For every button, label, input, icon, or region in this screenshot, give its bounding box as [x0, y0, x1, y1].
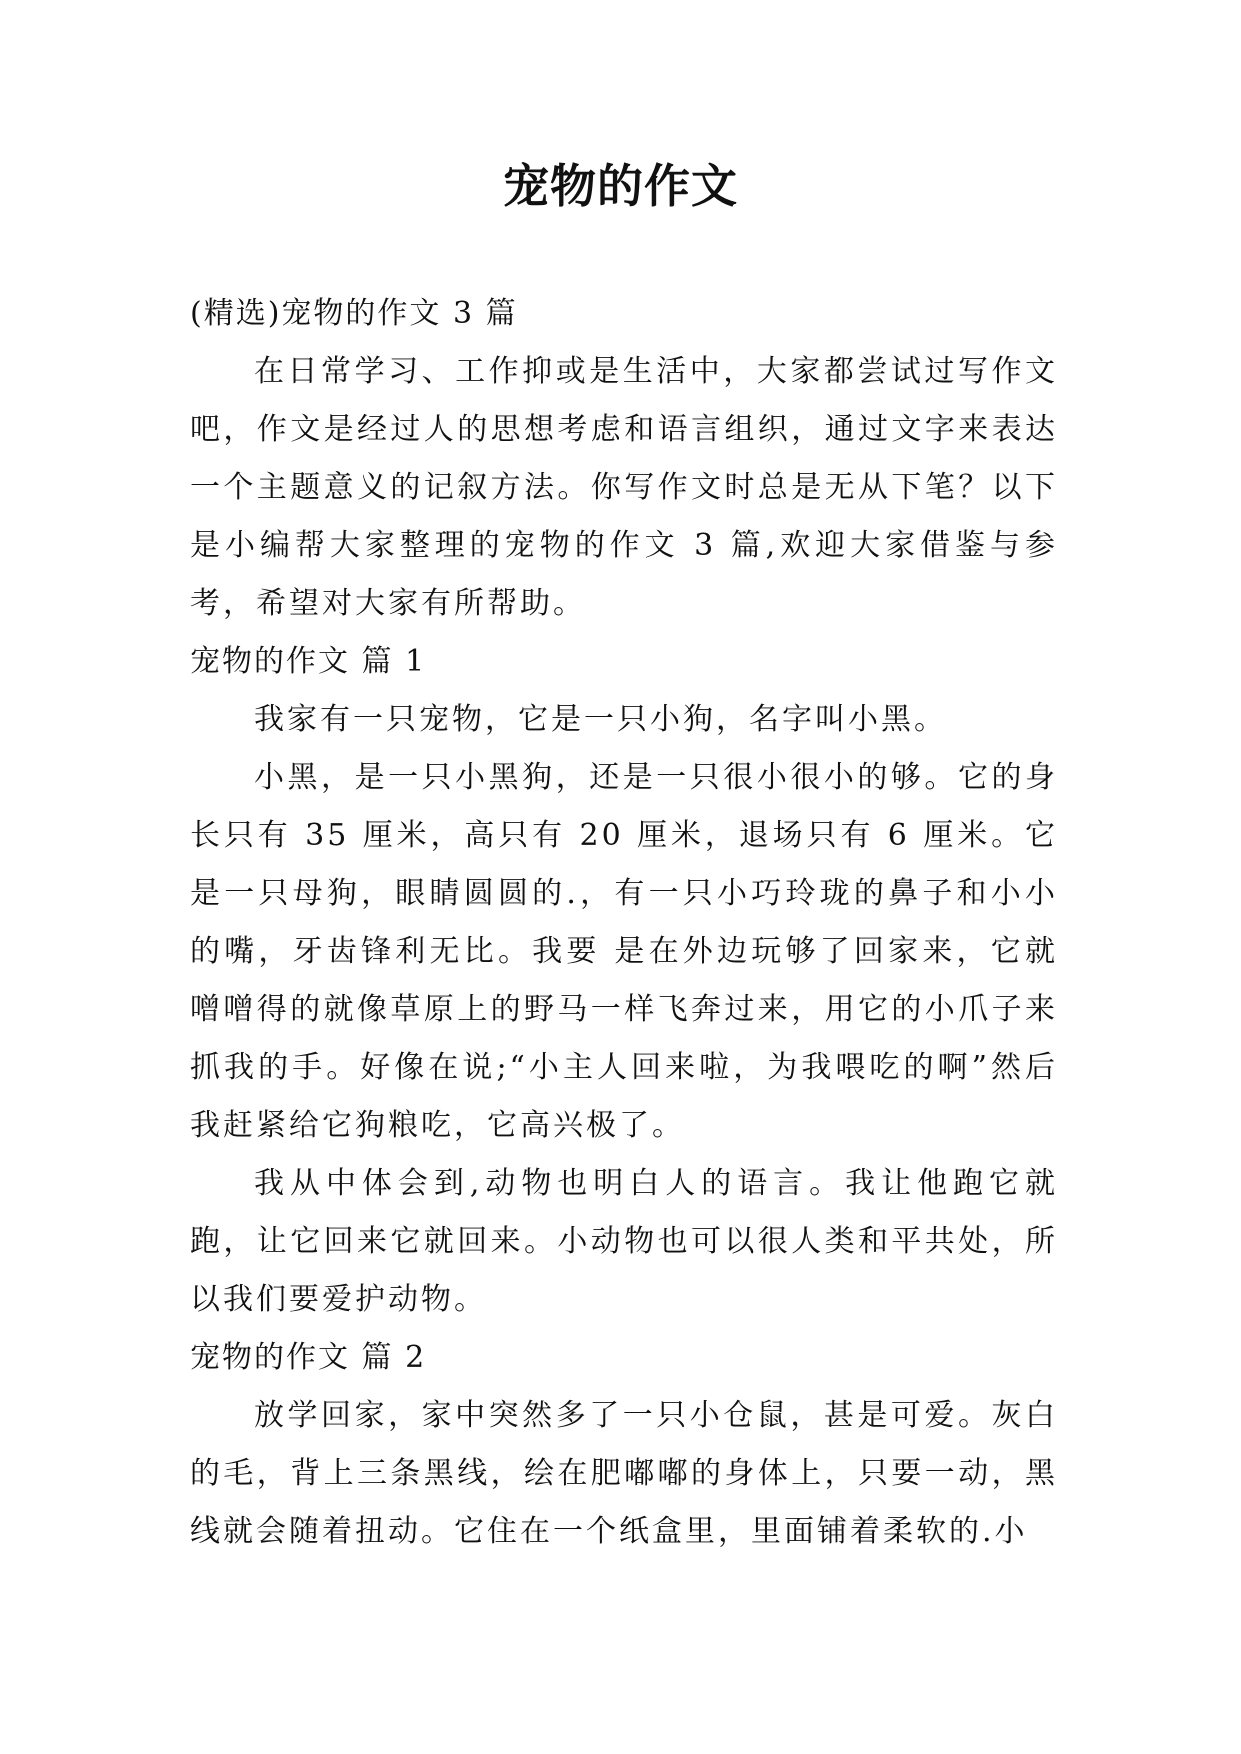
section-heading-1: 宠物的作文 篇 1 [190, 644, 427, 679]
paragraph: 我从中体会到,动物也明白人的语言。我让他跑它就跑，让它回来它就回来。小动物也可以很人类和平共处，所以我们要爱护动物。 [190, 1166, 1058, 1317]
section-heading-2: 宠物的作文 篇 2 [190, 1340, 427, 1375]
document-title: 宠物的作文 [503, 159, 738, 213]
paragraph: 小黑，是一只小黑狗，还是一只很小很小的够。它的身长只有 35 厘米，高只有 20 厘米，退场只有 6 厘米。它是一只母狗，眼睛圆圆的.，有一只小巧玲珑的鼻子和小小的嘴，牙齿锋利无比。我要 是在外边玩够了回家来，它就噌噌得的就像草原上的野马一样飞奔过来，用它的小爪子来抓我的手。好像在说;“小主人回来啦，为我喂吃的啊”然后我赶紧给它狗粮吃，它高兴极了。 [190, 760, 1058, 1143]
intro-paragraph: 在日常学习、工作抑或是生活中，大家都尝试过写作文吧，作文是经过人的思想考虑和语言组织，通过文字来表达一个主题意义的记叙方法。你写作文时总是无从下笔？以下是小编帮大家整理的宠物的作文 3 篇,欢迎大家借鉴与参考，希望对大家有所帮助。 [190, 354, 1058, 621]
paragraph: 我家有一只宠物，它是一只小狗，名字叫小黑。 [254, 702, 947, 737]
document-body [190, 285, 1058, 1561]
paragraph: 放学回家，家中突然多了一只小仓鼠，甚是可爱。灰白的毛，背上三条黑线，绘在肥嘟嘟的身体上，只要一动，黑线就会随着扭动。它住在一个纸盒里，里面铺着柔软的.小 [190, 1398, 1058, 1549]
intro-heading: (精选)宠物的作文 3 篇 [190, 296, 518, 331]
